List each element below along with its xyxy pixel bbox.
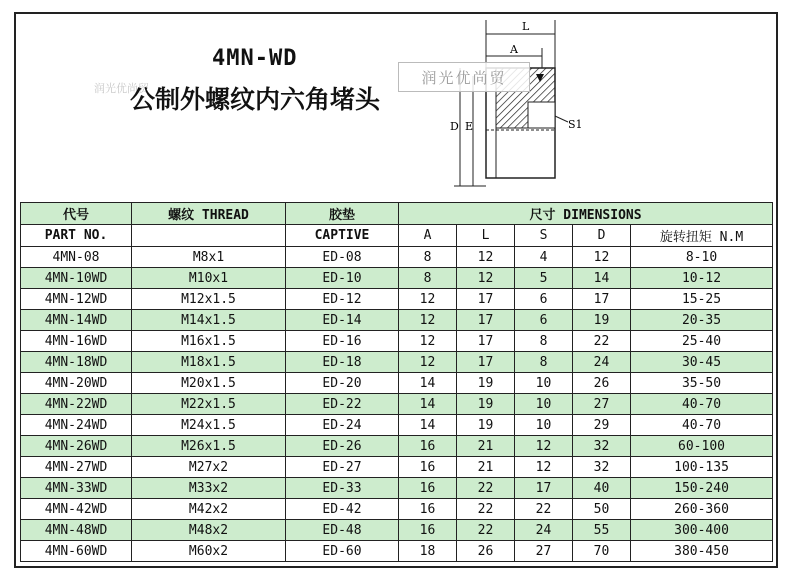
cell-d: 27 [573,394,631,415]
table-row [21,268,773,289]
cell-l: 21 [457,457,515,478]
cell-torque: 40-70 [631,394,773,415]
cell-part: 4MN-60WD [21,541,132,562]
cell-d: 19 [573,310,631,331]
cell-part: 4MN-18WD [21,352,132,373]
dim-label-D: D [450,120,459,133]
cell-l: 17 [457,331,515,352]
cell-a: 16 [399,436,457,457]
table-row [21,352,773,373]
cell-part: 4MN-14WD [21,310,132,331]
cell-part: 4MN-22WD [21,394,132,415]
table-row [21,499,773,520]
cell-a: 12 [399,352,457,373]
header-col-torque: 旋转扭矩 N.M [631,225,773,247]
cell-part: 4MN-10WD [21,268,132,289]
cell-a: 12 [399,331,457,352]
cell-torque: 35-50 [631,373,773,394]
cell-s: 5 [515,268,573,289]
cell-a: 16 [399,520,457,541]
watermark-left: 润光优尚贸 [94,82,149,95]
cell-part: 4MN-20WD [21,373,132,394]
cell-l: 17 [457,352,515,373]
cell-captive: ED-24 [286,415,399,436]
cell-d: 12 [573,247,631,268]
cell-l: 17 [457,310,515,331]
table-row [21,310,773,331]
cell-torque: 300-400 [631,520,773,541]
cell-thread: M20x1.5 [132,373,286,394]
cell-thread: M8x1 [132,247,286,268]
cell-captive: ED-10 [286,268,399,289]
cell-captive: ED-08 [286,247,399,268]
cell-thread: M22x1.5 [132,394,286,415]
spec-table-body [21,247,773,562]
product-name-title: 公制外螺纹内六角堵头 [130,85,381,114]
cell-a: 12 [399,310,457,331]
cell-a: 8 [399,268,457,289]
header-code-en: PART NO. [21,225,132,247]
dim-label-E: E [465,120,474,133]
header-col-s: S [515,225,573,247]
cell-captive: ED-48 [286,520,399,541]
hex-socket [528,102,555,128]
cell-captive: ED-20 [286,373,399,394]
cell-s: 22 [515,499,573,520]
cell-d: 29 [573,415,631,436]
cell-d: 24 [573,352,631,373]
cell-s: 10 [515,415,573,436]
cell-s: 8 [515,352,573,373]
cell-torque: 10-12 [631,268,773,289]
table-row [21,520,773,541]
cell-thread: M10x1 [132,268,286,289]
cell-torque: 40-70 [631,415,773,436]
cell-torque: 25-40 [631,331,773,352]
cell-s: 24 [515,520,573,541]
dim-label-L: L [522,20,530,33]
table-row [21,478,773,499]
cell-d: 32 [573,436,631,457]
cell-torque: 100-135 [631,457,773,478]
cell-d: 50 [573,499,631,520]
cell-thread: M33x2 [132,478,286,499]
s1-leader [555,116,568,122]
cell-captive: ED-42 [286,499,399,520]
cell-torque: 8-10 [631,247,773,268]
cell-a: 14 [399,415,457,436]
cell-torque: 20-35 [631,310,773,331]
cell-s: 27 [515,541,573,562]
cell-l: 19 [457,373,515,394]
technical-drawing [440,18,590,193]
cell-thread: M27x2 [132,457,286,478]
cell-d: 17 [573,289,631,310]
cell-captive: ED-22 [286,394,399,415]
dim-label-A: A [510,43,518,56]
cell-captive: ED-60 [286,541,399,562]
cell-s: 12 [515,457,573,478]
cell-a: 16 [399,499,457,520]
cell-d: 70 [573,541,631,562]
cell-l: 12 [457,268,515,289]
cell-s: 6 [515,310,573,331]
cell-d: 26 [573,373,631,394]
cell-torque: 150-240 [631,478,773,499]
cell-captive: ED-12 [286,289,399,310]
cell-thread: M16x1.5 [132,331,286,352]
cell-a: 16 [399,478,457,499]
cell-captive: ED-14 [286,310,399,331]
cell-l: 22 [457,520,515,541]
cell-captive: ED-33 [286,478,399,499]
cell-part: 4MN-24WD [21,415,132,436]
table-row [21,373,773,394]
header-col-l: L [457,225,515,247]
cell-captive: ED-16 [286,331,399,352]
cell-l: 19 [457,415,515,436]
cell-d: 40 [573,478,631,499]
header-seal-en: CAPTIVE [286,225,399,247]
header-code-cn: 代号 [21,203,132,225]
cell-a: 18 [399,541,457,562]
table-row [21,289,773,310]
cell-part: 4MN-08 [21,247,132,268]
cell-thread: M18x1.5 [132,352,286,373]
cell-a: 12 [399,289,457,310]
cell-part: 4MN-16WD [21,331,132,352]
cell-thread: M42x2 [132,499,286,520]
cell-a: 8 [399,247,457,268]
header-thread: 螺纹 THREAD [132,203,286,225]
header-col-d: D [573,225,631,247]
table-row [21,415,773,436]
cell-thread: M26x1.5 [132,436,286,457]
table-row [21,436,773,457]
cell-part: 4MN-42WD [21,499,132,520]
cell-d: 32 [573,457,631,478]
table-row [21,394,773,415]
cell-torque: 380-450 [631,541,773,562]
cell-d: 55 [573,520,631,541]
header-col-a: A [399,225,457,247]
cell-s: 12 [515,436,573,457]
cell-thread: M48x2 [132,520,286,541]
cell-thread: M24x1.5 [132,415,286,436]
spec-table [20,202,773,562]
cell-part: 4MN-33WD [21,478,132,499]
table-row [21,541,773,562]
dim-label-S1: S1 [568,118,583,131]
cell-s: 17 [515,478,573,499]
header-row-1 [21,203,773,225]
header-thread-blank [132,225,286,247]
cell-d: 22 [573,331,631,352]
cell-l: 17 [457,289,515,310]
watermark-box: 润光优尚贸 [398,62,530,92]
cell-s: 8 [515,331,573,352]
header-seal-cn: 胶垫 [286,203,399,225]
cell-thread: M12x1.5 [132,289,286,310]
cell-l: 12 [457,247,515,268]
cell-l: 19 [457,394,515,415]
cell-captive: ED-18 [286,352,399,373]
cell-a: 16 [399,457,457,478]
cell-part: 4MN-27WD [21,457,132,478]
cell-torque: 15-25 [631,289,773,310]
table-row [21,331,773,352]
cell-s: 6 [515,289,573,310]
cell-captive: ED-27 [286,457,399,478]
cell-l: 22 [457,478,515,499]
cell-d: 14 [573,268,631,289]
table-row [21,247,773,268]
cell-thread: M14x1.5 [132,310,286,331]
cell-part: 4MN-12WD [21,289,132,310]
header-row-2 [21,225,773,247]
cell-torque: 60-100 [631,436,773,457]
cell-part: 4MN-26WD [21,436,132,457]
cell-a: 14 [399,394,457,415]
cell-s: 10 [515,373,573,394]
table-row [21,457,773,478]
cell-captive: ED-26 [286,436,399,457]
cell-s: 10 [515,394,573,415]
cell-l: 22 [457,499,515,520]
product-code-title: 4MN-WD [212,46,298,71]
cell-part: 4MN-48WD [21,520,132,541]
cell-torque: 30-45 [631,352,773,373]
cell-thread: M60x2 [132,541,286,562]
header-dimensions: 尺寸 DIMENSIONS [399,203,773,225]
cell-l: 21 [457,436,515,457]
cell-l: 26 [457,541,515,562]
cell-a: 14 [399,373,457,394]
cell-torque: 260-360 [631,499,773,520]
cell-s: 4 [515,247,573,268]
